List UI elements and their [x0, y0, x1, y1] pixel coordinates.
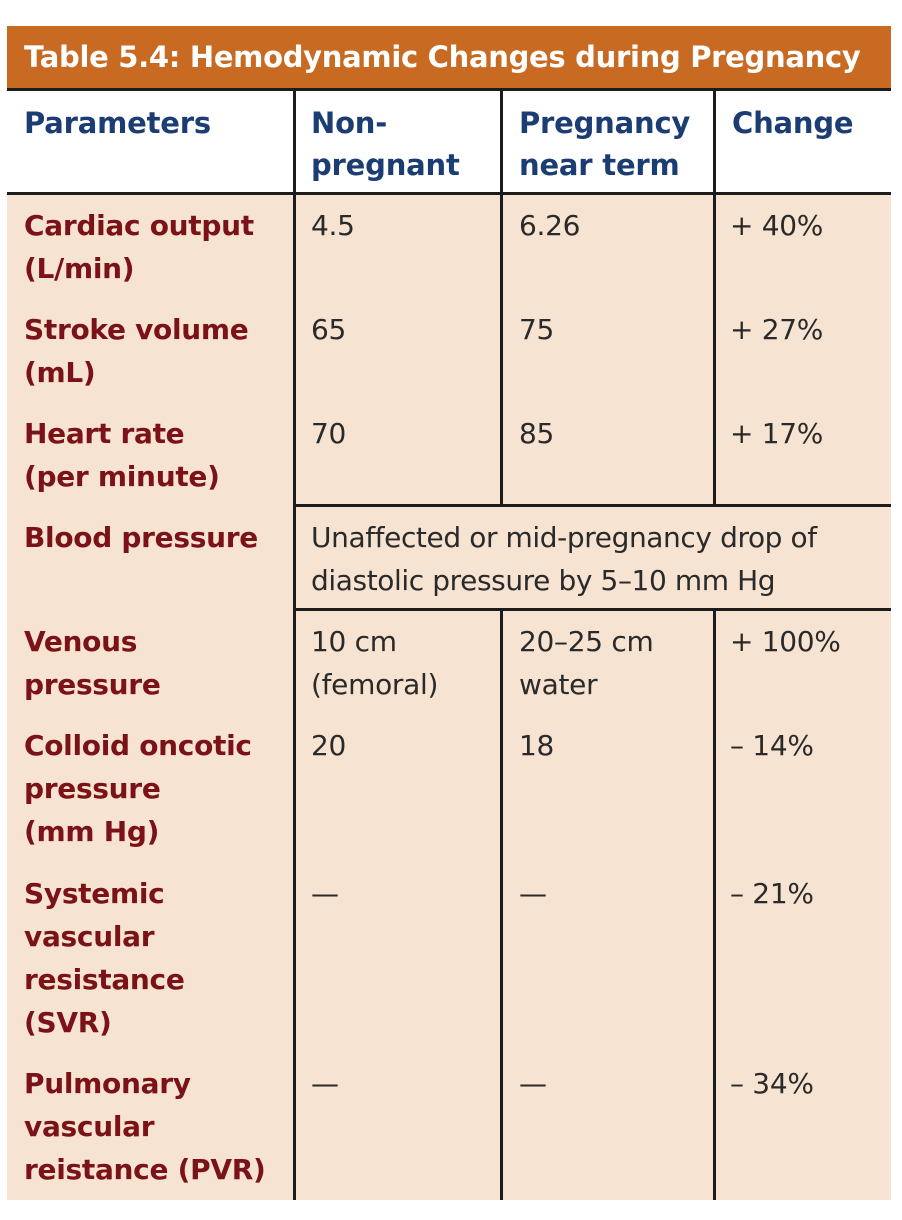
value-pregnancy: —	[519, 1067, 547, 1100]
value-nonpregnant: —	[311, 877, 339, 910]
divider	[500, 89, 503, 505]
divider	[713, 609, 716, 1200]
value-nonpregnant: —	[311, 1067, 339, 1100]
value-change: – 34%	[730, 1067, 814, 1100]
value-change: – 21%	[730, 877, 814, 910]
header-pregnancy-near-term: Pregnancy near term	[519, 106, 691, 182]
table-title: Table 5.4: Hemodynamic Changes during Pregnancy	[7, 26, 891, 88]
value-change: + 17%	[730, 417, 824, 450]
divider	[7, 88, 891, 91]
value-change: + 100%	[730, 625, 841, 658]
divider	[7, 192, 891, 195]
value-pregnancy: 20–25 cm water	[519, 625, 654, 701]
value-change: + 40%	[730, 209, 824, 242]
header-change: Change	[732, 106, 854, 140]
param-systemic-vascular-resistance: Systemic vascular resistance (SVR)	[24, 877, 185, 1039]
param-venous-pressure: Venous pressure	[24, 625, 161, 701]
value-nonpregnant: 4.5	[311, 209, 355, 242]
divider	[294, 608, 891, 611]
header-parameters: Parameters	[24, 106, 211, 140]
value-pregnancy: —	[519, 877, 547, 910]
value-change: – 14%	[730, 729, 814, 762]
param-stroke-volume: Stroke volume (mL)	[24, 313, 249, 389]
value-change: + 27%	[730, 313, 824, 346]
param-colloid-oncotic-pressure: Colloid oncotic pressure (mm Hg)	[24, 729, 252, 848]
value-nonpregnant: 10 cm (femoral)	[311, 625, 439, 701]
value-pregnancy: 75	[519, 313, 555, 346]
value-pregnancy: 85	[519, 417, 555, 450]
param-heart-rate: Heart rate (per minute)	[24, 417, 220, 493]
value-blood-pressure-note: Unaffected or mid-pregnancy drop of diastolic pressure by 5–10 mm Hg	[311, 521, 817, 597]
divider	[500, 609, 503, 1200]
value-pregnancy: 6.26	[519, 209, 581, 242]
value-pregnancy: 18	[519, 729, 555, 762]
value-nonpregnant: 70	[311, 417, 347, 450]
param-cardiac-output: Cardiac output (L/min)	[24, 209, 254, 285]
value-nonpregnant: 20	[311, 729, 347, 762]
hemodynamic-table	[7, 26, 891, 1200]
divider	[293, 89, 296, 1200]
value-nonpregnant: 65	[311, 313, 347, 346]
param-blood-pressure: Blood pressure	[24, 521, 258, 554]
header-nonpregnant: Non- pregnant	[311, 106, 460, 182]
param-pulmonary-vascular-resistance: Pulmonary vascular reistance (PVR)	[24, 1067, 266, 1186]
divider	[713, 89, 716, 505]
divider	[294, 504, 891, 507]
